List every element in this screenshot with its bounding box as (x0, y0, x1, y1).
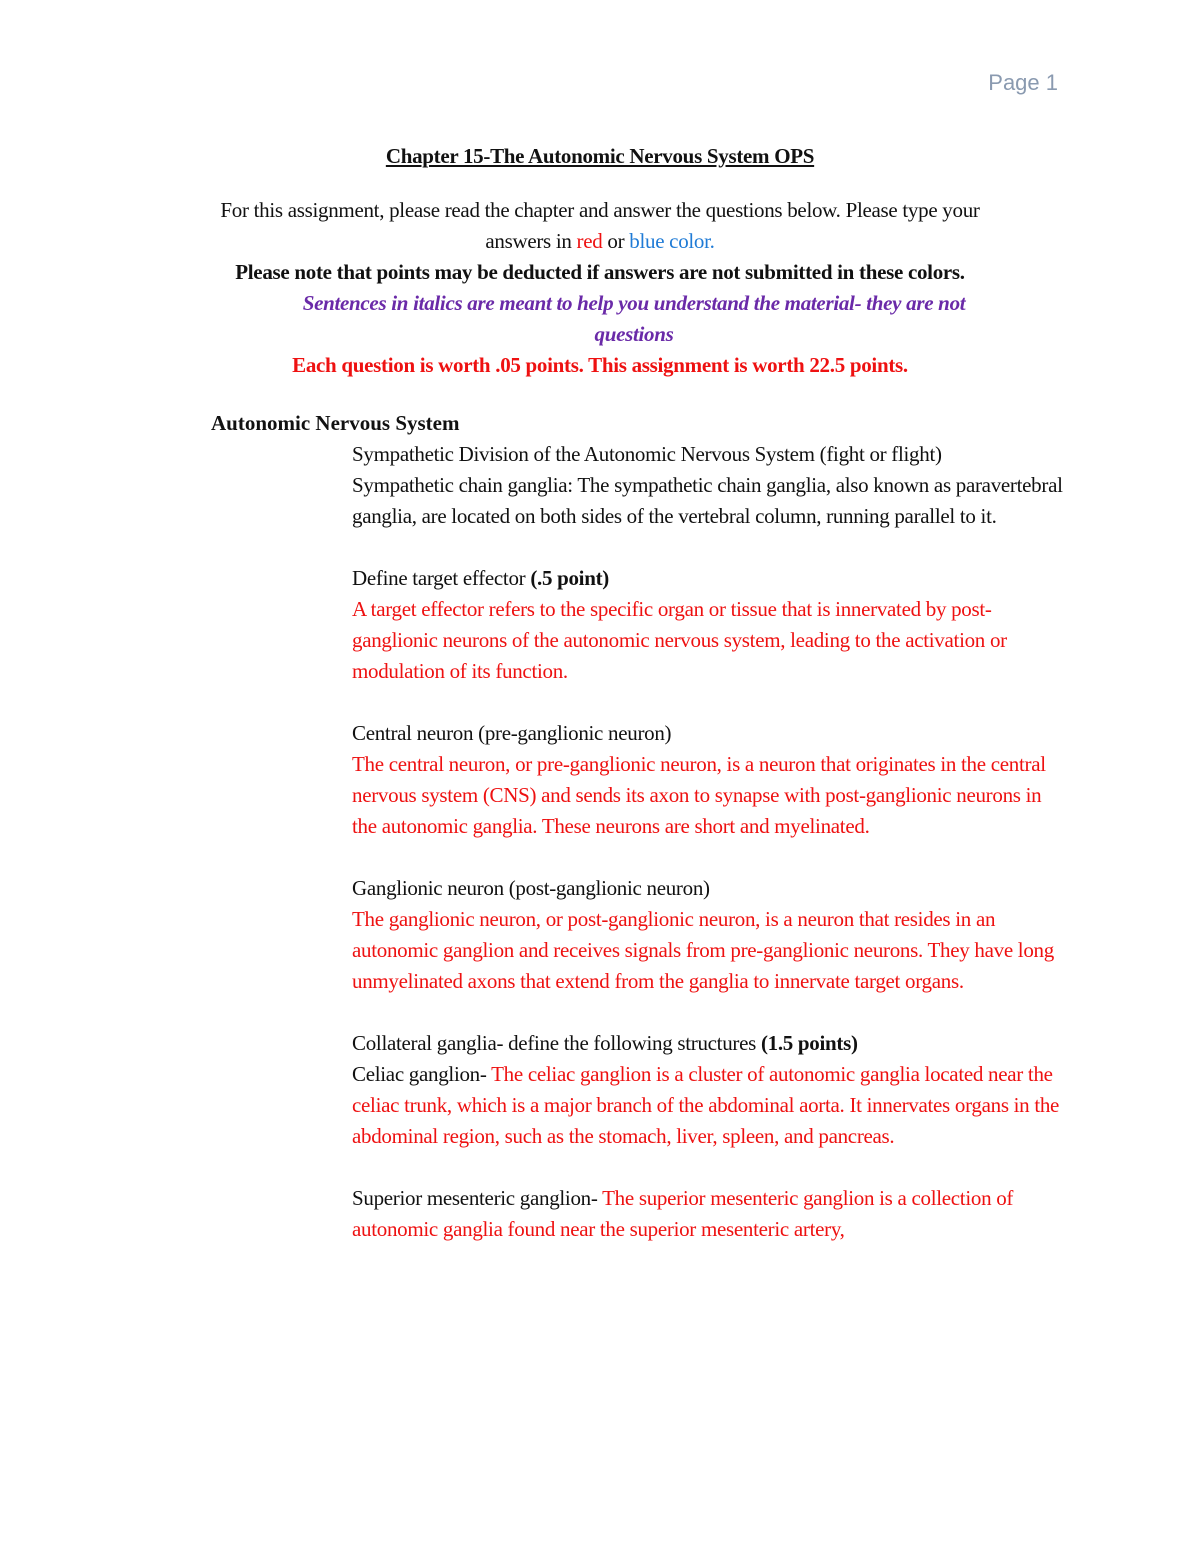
instruction-line: For this assignment, please read the chapter and answer the questions below. Please type your (220, 198, 980, 222)
celiac-label: Celiac ganglion- (352, 1062, 492, 1086)
text: answers in (485, 229, 577, 253)
answer-central-neuron: The central neuron, or pre-ganglionic neuron, is a neuron that originates in the central nervous system (CNS) and sends its axon to synapse with post-ganglionic neurons in the autonomic ganglia. These neurons are short and myelinated. (352, 752, 1046, 838)
question-ganglionic-neuron: Ganglionic neuron (post-ganglionic neuron) (352, 876, 710, 900)
question-central-neuron: Central neuron (pre-ganglionic neuron) (352, 721, 672, 745)
sympathetic-heading: Sympathetic Division of the Autonomic Nervous System (fight or flight) (352, 442, 942, 466)
celiac-answer: The celiac ganglion is a cluster of autonomic ganglia located near the celiac trunk, which is a major branch of the abdominal aorta. It innervates organs in the abdominal region, such as the stomach, liver, spleen, and pancreas. (352, 1062, 1060, 1148)
question-target-effector (352, 563, 1064, 594)
blue-word: blue color. (629, 229, 715, 253)
page-title: Chapter 15-The Autonomic Nervous System OPS (385, 144, 815, 168)
question-prompt: Collateral ganglia- define the following structures (352, 1031, 761, 1055)
superior-mesenteric-answer: The superior mesenteric ganglion is a collection of autonomic ganglia found near the superior mesenteric artery, (352, 1186, 1014, 1241)
superior-mesenteric-label: Superior mesenteric ganglion- (352, 1186, 603, 1210)
page-number: Page 1 (988, 70, 1058, 95)
italics-note-cont: questions (594, 322, 674, 346)
red-word: red (576, 229, 603, 253)
superior-mesenteric-ganglion (352, 1183, 1064, 1245)
italics-note: Sentences in italics are meant to help you understand the material- they are not (302, 291, 966, 315)
deduction-note: Please note that points may be deducted if answers are not submitted in these colors. (235, 260, 965, 284)
text: or (602, 229, 630, 253)
question-points: (.5 point) (530, 566, 609, 590)
instructions (0, 195, 1200, 381)
question-points: (1.5 points) (760, 1031, 858, 1055)
celiac-ganglion (352, 1059, 1064, 1152)
chain-ganglia-text: Sympathetic chain ganglia: The sympathetic chain ganglia, also known as paravertebral ganglia, are located on both sides of the vertebral column, running parallel to it. (352, 473, 1063, 528)
points-note: Each question is worth .05 points. This assignment is worth 22.5 points. (292, 353, 908, 377)
section-heading: Autonomic Nervous System (211, 411, 460, 435)
question-prompt: Define target effector (352, 566, 531, 590)
instruction-colors (0, 226, 1200, 257)
answer-ganglionic-neuron: The ganglionic neuron, or post-ganglionic neuron, is a neuron that resides in an autonomic ganglion and receives signals from pre-ganglionic neurons. They have long unmyelinated axons that extend from the ganglia to innervate target organs. (352, 907, 1054, 993)
document-body (352, 439, 1064, 1276)
question-collateral-ganglia (352, 1028, 1064, 1059)
answer-target-effector: A target effector refers to the specific organ or tissue that is innervated by post-ganglionic neurons of the autonomic nervous system, leading to the activation or modulation of its function. (352, 597, 1007, 683)
